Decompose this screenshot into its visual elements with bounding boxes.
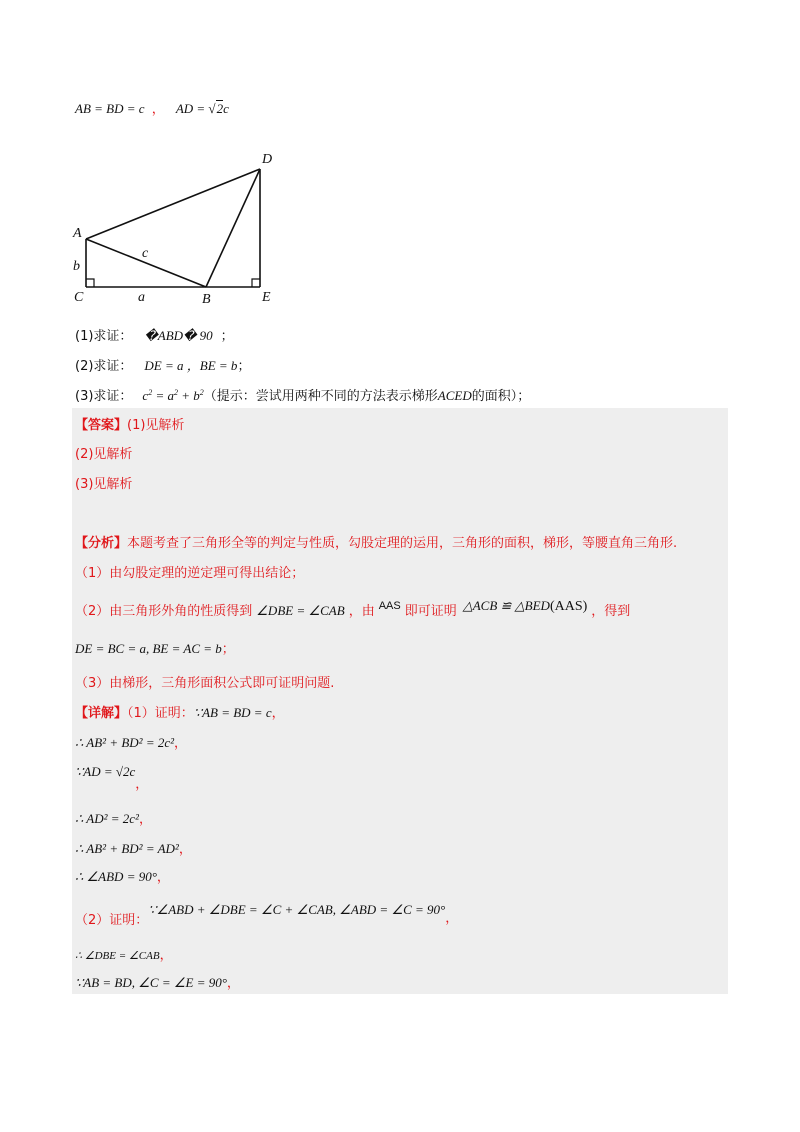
- given-eq2-rad: 2: [216, 101, 224, 116]
- label-e: E: [262, 290, 271, 305]
- label-c: C: [74, 290, 84, 305]
- analysis-intro: 【分析】本题考查了三角形全等的判定与性质，勾股定理的运用，三角形的面积，梯形，等腰直角三角形.: [75, 536, 678, 551]
- detail-line-8: ∴ ∠DBE = ∠CAB，: [75, 948, 173, 963]
- answer-line-3: (3)见解析: [75, 477, 133, 492]
- detail-line-3: ∵AD = √2c，: [75, 764, 149, 792]
- analysis-p3: （3）由梯形，三角形面积公式即可证明问题.: [75, 676, 335, 691]
- geometry-figure: [60, 145, 290, 310]
- analysis-p1: （1）由勾股定理的逆定理可得出结论；: [75, 566, 305, 581]
- detail-line-6: ∴ ∠ABD = 90°，: [75, 869, 170, 885]
- label-b: B: [202, 292, 211, 307]
- detail-line-2: ∴ AB² + BD² = 2c²，: [75, 735, 188, 751]
- given-line: AB = BD = c ， AD = √2c: [75, 101, 229, 117]
- analysis-tag: 【分析】: [75, 536, 128, 551]
- detail-tag: 【详解】: [75, 706, 128, 721]
- analysis-p2-line2: DE = BC = a, BE = AC = b；: [75, 641, 235, 657]
- label-d: D: [262, 152, 273, 167]
- detail-line-9: ∵AB = BD, ∠C = ∠E = 90°，: [75, 975, 240, 991]
- answer-tag: 【答案】: [75, 418, 128, 433]
- label-c-side: c: [142, 246, 149, 261]
- given-sep: ，: [151, 102, 165, 117]
- detail-line-7: （2）证明：∵∠ABD + ∠DBE = ∠C + ∠CAB, ∠ABD = ∠C = 90°，: [75, 902, 459, 928]
- answer-line-1: 【答案】(1)见解析: [75, 418, 185, 433]
- given-eq2-lhs: AD =: [175, 101, 209, 116]
- segment-ad: [86, 169, 260, 239]
- detail-line-1: 【详解】（1）证明：∵AB = BD = c，: [75, 705, 285, 721]
- given-eq1: AB = BD = c: [75, 101, 145, 116]
- answer-line-2: (2)见解析: [75, 447, 133, 462]
- question-3: (3)求证： $c^2 = a^2 + b^2$（提示：尝试用两种不同的方法表示梯形ACED的面积）；: [75, 388, 531, 404]
- question-1: (1)求证： �ABD� 90 ；: [75, 328, 234, 344]
- right-angle-mark-c: [86, 279, 94, 287]
- label-a: A: [73, 226, 82, 241]
- detail-line-4: ∴ AD² = 2c²，: [75, 811, 152, 827]
- detail-line-5: ∴ AB² + BD² = AD²，: [75, 841, 192, 857]
- label-b-side: b: [73, 259, 80, 274]
- analysis-p2: （2）由三角形外角的性质得到 ∠DBE = ∠CAB ，由 $^{AAS}$ 即可证明 △ACB ≌ △BED(AAS) ，得到: [75, 598, 631, 619]
- question-2: (2)求证： DE = a ，BE = b；: [75, 358, 251, 374]
- given-eq2-tail: c: [223, 101, 229, 116]
- label-a-side: a: [138, 290, 145, 305]
- right-angle-mark-e: [252, 279, 260, 287]
